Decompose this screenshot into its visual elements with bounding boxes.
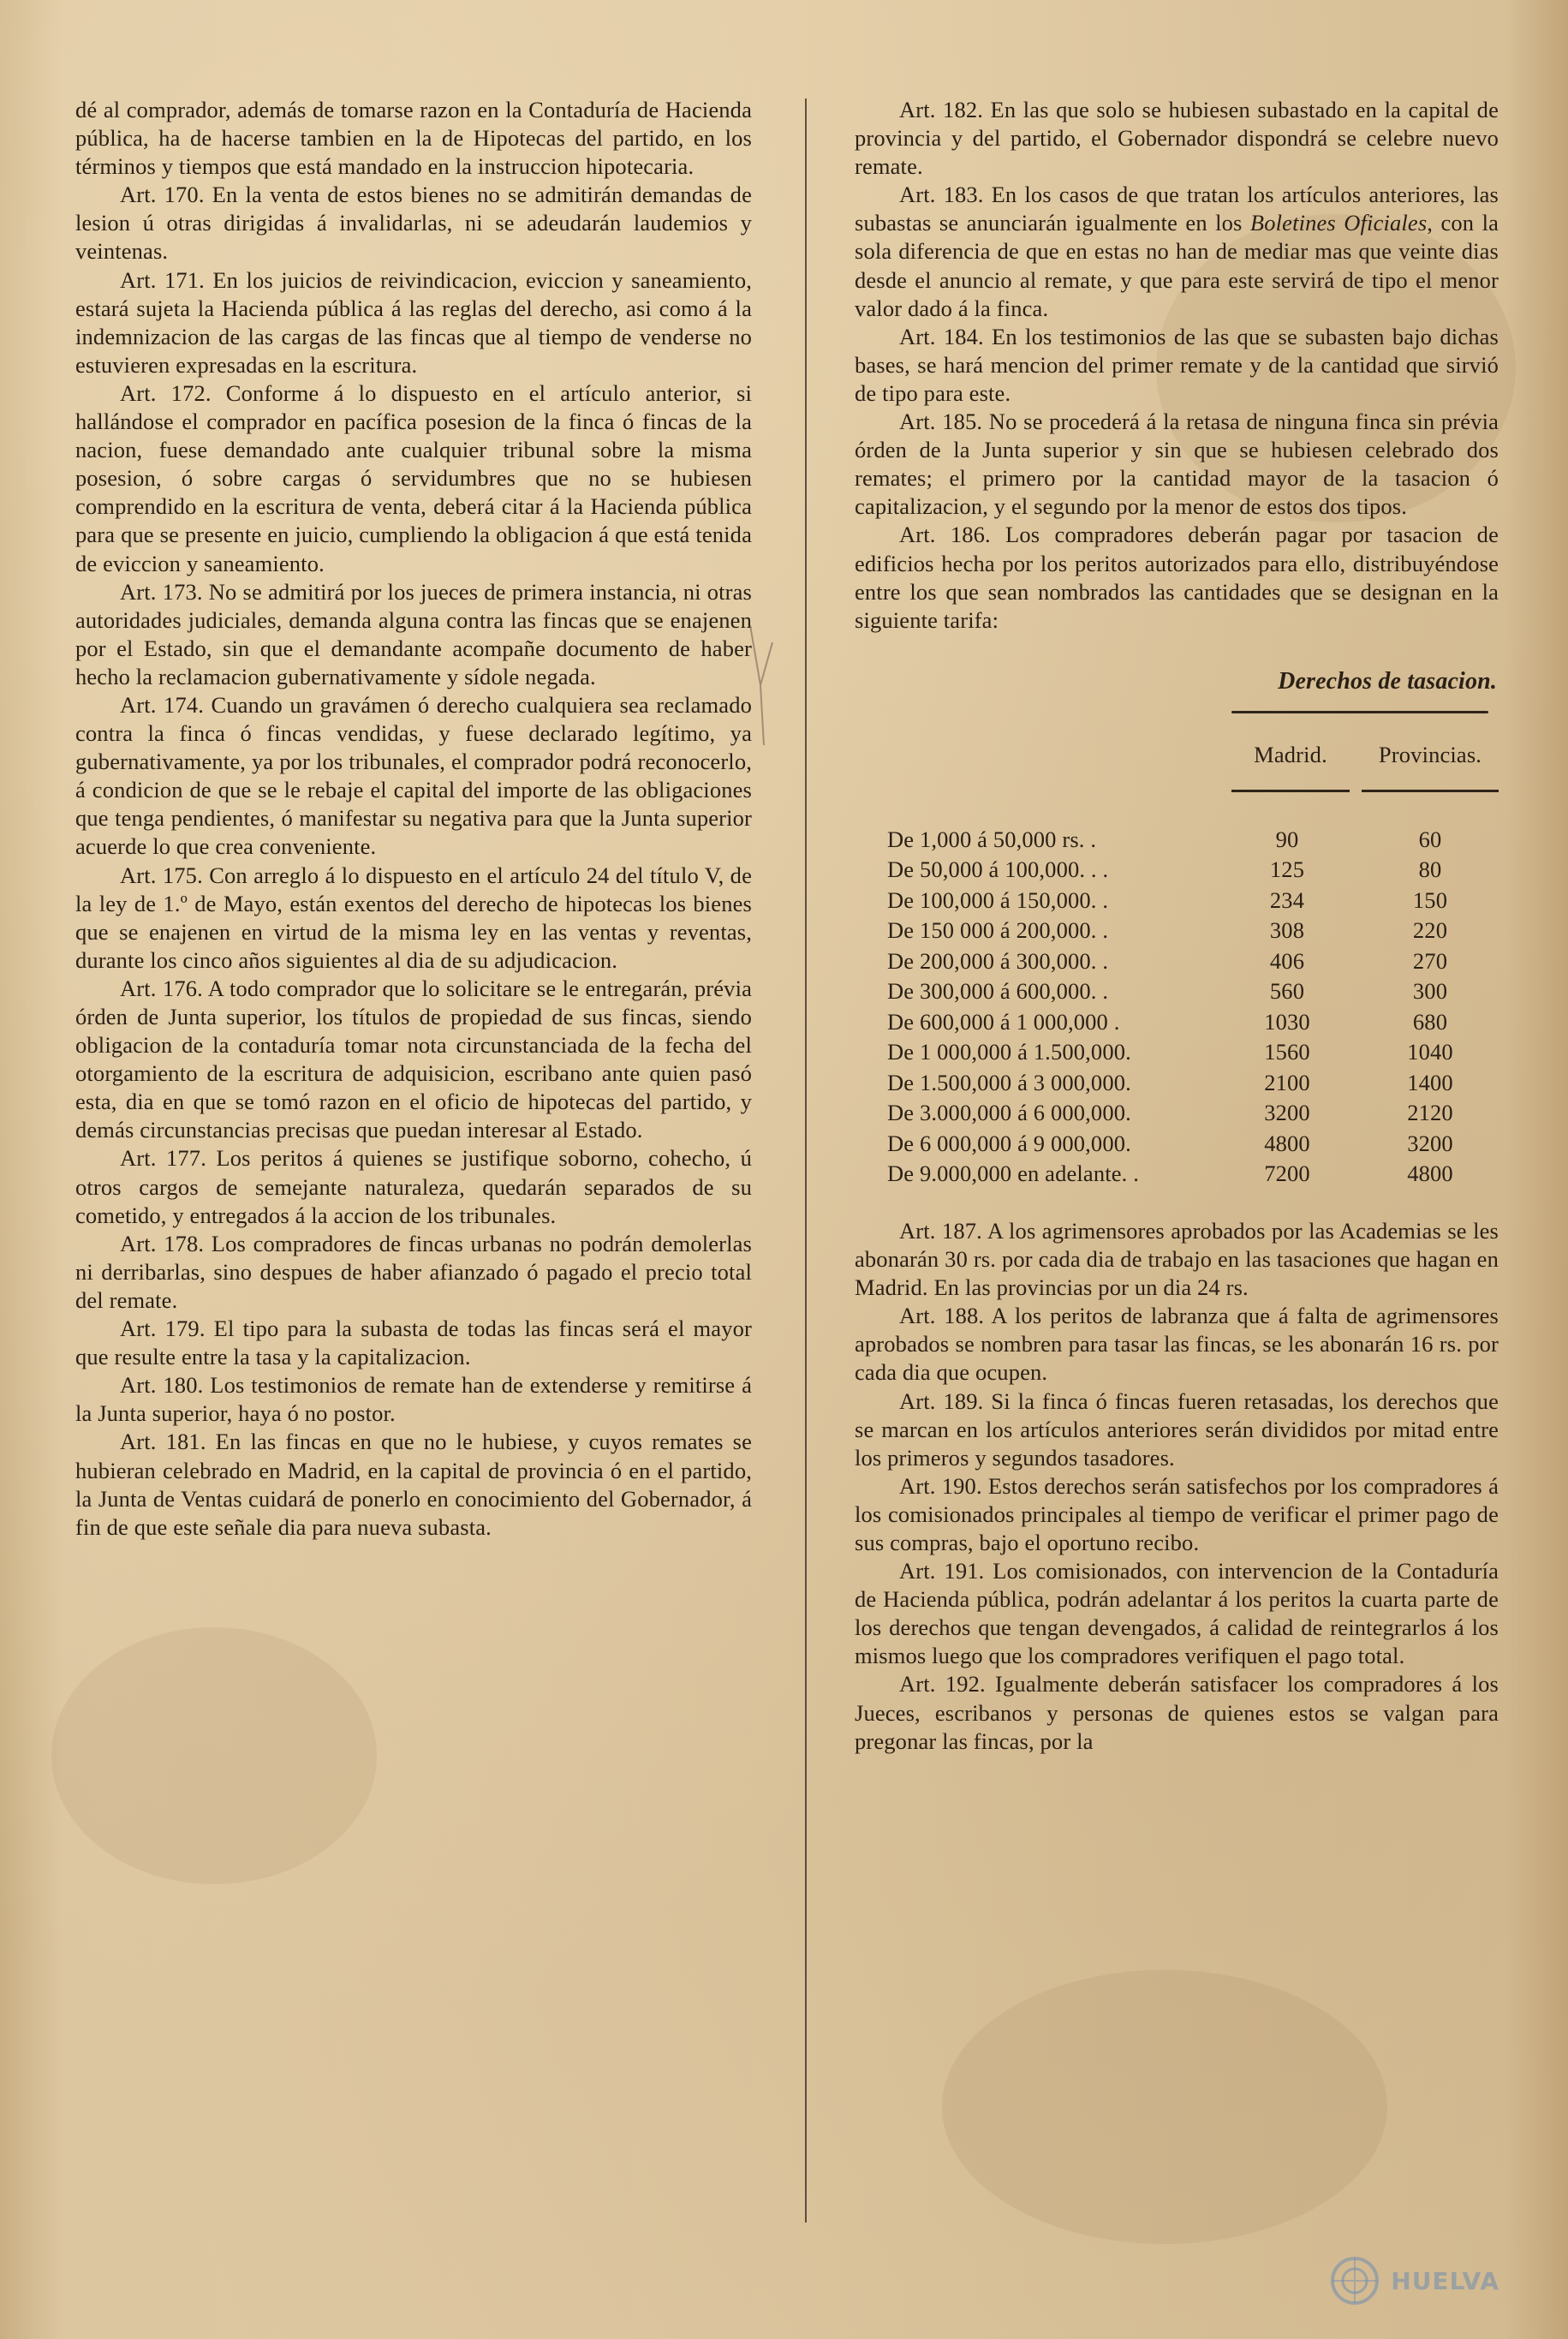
article-173: Art. 173. No se admitirá por los jueces de primera instancia, ni otras autoridades judiciales, demanda alguna contra las fincas que se enajenen por el Estado, sin que el demandante acompañe documento de haber hecho la reclamacion gubernativamente y sídole negada.	[75, 578, 752, 689]
archive-seal-icon	[1329, 2255, 1380, 2306]
paragraph: dé al comprador, además de tomarse razon en la Contaduría de Hacienda pública, ha de hacerse tambien en la de Hipotecas del partido, en los términos y tiempos que está mandado en la instruccion hipotecaria.	[75, 97, 752, 180]
table-row	[855, 855, 1499, 886]
cell-madrid: 234	[1269, 886, 1305, 913]
cell-madrid: 7200	[1264, 1161, 1310, 1187]
table-row	[855, 886, 1499, 916]
cell-provincias: 80	[1418, 856, 1442, 883]
tariff-title-rule	[1231, 711, 1488, 713]
right-column	[855, 96, 1499, 1756]
archive-watermark	[1329, 2255, 1499, 2306]
table-row	[855, 1129, 1499, 1160]
cell-provincias: 4800	[1407, 1161, 1453, 1187]
article-191: Art. 191. Los comisionados, con intervencion de la Contaduría de Hacienda pública, podrán adelantar á los peritos la cuarta parte de los derechos que tengan devengados, á calidad de reintegrarlos á los mismos luego que los compradores verifiquen el pago total.	[855, 1558, 1499, 1669]
article-182: Art. 182. En las que solo se hubiesen subastado en la capital de provincia y del partido, el Gobernador dispondrá se celebre nuevo remate.	[855, 97, 1499, 180]
article-185: Art. 185. No se procederá á la retasa de ninguna finca sin prévia órden de la Junta superior y sin que se hubiesen celebrado dos remates; el primero por la cantidad mayor de la tasacion ó capitalizacion, y el segundo por la menor de estos dos tipos.	[855, 409, 1499, 520]
cell-madrid: 90	[1275, 826, 1299, 852]
paper-stain	[942, 1970, 1387, 2244]
cell-range: De 150 000 á 200,000. .	[887, 917, 1109, 944]
cell-provincias: 300	[1412, 978, 1448, 1005]
table-row	[855, 946, 1499, 977]
cell-range: De 1,000 á 50,000 rs. .	[887, 826, 1097, 852]
cell-range: De 6 000,000 á 9 000,000.	[887, 1130, 1131, 1156]
cell-range: De 200,000 á 300,000. .	[887, 947, 1109, 974]
tariff-table-header	[855, 741, 1499, 792]
article-188: Art. 188. A los peritos de labranza que á falta de agrimensores aprobados se nombren para tasar las fincas, se les abonarán 16 rs. por cada dia que ocupen.	[855, 1303, 1499, 1386]
cell-range: De 300,000 á 600,000. .	[887, 978, 1109, 1005]
article-176: Art. 176. A todo comprador que lo solicitare se le entregarán, prévia órden de Junta superior, los títulos de propiedad de sus fincas, siendo obligacion de la contaduría tomar nota circunstanciada de la fecha del otorgamiento de la escritura de adquisicion, escribano ante quien pasó esta, dia en que se tomó razon en el oficio de hipotecas del partido, y demás circunstancias precisas que puedan interesar al Estado.	[75, 975, 752, 1143]
article-189: Art. 189. Si la finca ó fincas fueren retasadas, los derechos que se marcan en los artículos anteriores serán divididos por mitad entre los primeros y segundos tasadores.	[855, 1387, 1499, 1471]
cell-provincias: 60	[1418, 826, 1442, 852]
tariff-title: Derechos de tasacion.	[1278, 667, 1497, 695]
cell-provincias: 1040	[1407, 1039, 1453, 1065]
column-header-madrid: Madrid.	[1231, 741, 1350, 792]
italic-emphasis: Boletines Oficiales	[1249, 210, 1428, 236]
cell-range: De 50,000 á 100,000. . .	[887, 856, 1109, 883]
cell-range: De 1 000,000 á 1.500,000.	[887, 1039, 1131, 1065]
cell-madrid: 4800	[1264, 1130, 1310, 1156]
article-180: Art. 180. Los testimonios de remate han de extenderse y remitirse á la Junta superior, haya ó no postor.	[75, 1372, 752, 1427]
table-row	[855, 976, 1499, 1007]
article-175: Art. 175. Con arreglo á lo dispuesto en el artículo 24 del título V, de la ley de 1.º de Mayo, están exentos del derecho de hipotecas los bienes que se enajenen en virtud de la misma ley en las ventas y reventas, durante los cinco años siguientes al dia de su adjudicacion.	[75, 862, 752, 973]
article-183: Art. 183. En los casos de que tratan los artículos anteriores, las subastas se anunciarán igualmente en los Boletines Oficiales, con la sola diferencia de que en estas no han de mediar mas que veinte dias desde el anuncio al remate, y que para este servirá de tipo el menor valor dado á la finca.	[855, 182, 1499, 321]
cell-provincias: 2120	[1407, 1100, 1453, 1126]
cell-range: De 3.000,000 á 6 000,000.	[887, 1100, 1131, 1126]
article-179: Art. 179. El tipo para la subasta de todas las fincas será el mayor que resulte entre la tasa y la capitalizacion.	[75, 1316, 752, 1370]
left-column	[75, 96, 752, 1542]
column-header-provincias: Provincias.	[1362, 741, 1499, 792]
article-178: Art. 178. Los compradores de fincas urbanas no podrán demolerlas ni derribarlas, sino despues de haber afianzado ó pagado el precio total del remate.	[75, 1230, 752, 1313]
cell-provincias: 3200	[1407, 1130, 1453, 1156]
tariff-table-body	[855, 825, 1499, 1190]
paper-stain	[51, 1627, 377, 1884]
cell-provincias: 680	[1412, 1008, 1448, 1035]
cell-provincias: 150	[1412, 886, 1448, 913]
cell-madrid: 308	[1269, 917, 1305, 944]
column-divider	[805, 98, 807, 2223]
cell-provincias: 220	[1412, 917, 1448, 944]
cell-range: De 1.500,000 á 3 000,000.	[887, 1069, 1131, 1095]
article-186: Art. 186. Los compradores deberán pagar por tasacion de edificios hecha por los peritos autorizados para ello, distribuyéndose entre los que sean nombrados las cantidades que se designan en la siguiente tarifa:	[855, 522, 1499, 633]
article-177: Art. 177. Los peritos á quienes se justifique soborno, cohecho, ú otros cargos de semejante naturaleza, quedarán separados de su cometido, y entregados á la accion de los tribunales.	[75, 1145, 752, 1228]
tariff-table	[855, 741, 1499, 1190]
table-row	[855, 825, 1499, 856]
article-184: Art. 184. En los testimonios de las que se subasten bajo dichas bases, se hará mencion del primer remate y de la cantidad que sirvió de tipo para este.	[855, 323, 1499, 406]
table-row	[855, 1007, 1499, 1038]
cell-provincias: 1400	[1407, 1069, 1453, 1095]
article-172: Art. 172. Conforme á lo dispuesto en el artículo anterior, si hallándose el comprador en pacífica posesion de la finca ó fincas de la nacion, fuese demandado ante cualquier tribunal sobre la misma posesion, ó sobre cargas ó servidumbres que no se hubiesen comprendido en la escritura de venta, deberá citar á la Hacienda pública para que se presente en juicio, cumpliendo la obligacion á que está tenida de eviccion y saneamiento.	[75, 379, 752, 576]
article-174: Art. 174. Cuando un gravámen ó derecho cualquiera sea reclamado contra la finca ó fincas vendidas, y fuese declarado legítimo, ya gubernativamente, ya por los tribunales, el comprador podrá reconocerlo, á condicion de que se le rebaje el capital del importe de las obligaciones que tenga pendientes, ó manifestar su negativa para que la Junta superior acuerde lo que crea conveniente.	[75, 691, 752, 860]
article-171: Art. 171. En los juicios de reivindicacion, eviccion y saneamiento, estará sujeta la Hacienda pública á las reglas del derecho, asi como á la indemnizacion de las cargas de las fincas que al tiempo de venderse no estuvieren expresadas en la escritura.	[75, 266, 752, 378]
article-181: Art. 181. En las fincas en que no le hubiese, y cuyos remates se hubieran celebrado en Madrid, en la capital de provincia ó en el partido, la Junta de Ventas cuidará de ponerlo en conocimiento del Gobernador, á fin de que este señale dia para nueva subasta.	[75, 1429, 752, 1540]
table-row	[855, 1037, 1499, 1068]
cell-range: De 100,000 á 150,000. .	[887, 886, 1109, 913]
article-170: Art. 170. En la venta de estos bienes no se admitirán demandas de lesion ú otras dirigidas á invalidarlas, ni se adeudarán laudemios y veintenas.	[75, 182, 752, 265]
cell-range: De 600,000 á 1 000,000 .	[887, 1008, 1120, 1035]
article-190: Art. 190. Estos derechos serán satisfechos por los compradores á los comisionados principales al tiempo de verificar el primer pago de sus compras, bajo el oportuno recibo.	[855, 1472, 1499, 1555]
watermark-text: HUELVA	[1391, 2266, 1499, 2295]
table-row	[855, 1068, 1499, 1099]
article-192: Art. 192. Igualmente deberán satisfacer los compradores á los Jueces, escribanos y personas de quienes estos se valgan para pregonar las fincas, por la	[855, 1671, 1499, 1754]
cell-madrid: 1030	[1264, 1008, 1310, 1035]
cell-madrid: 3200	[1264, 1100, 1310, 1126]
table-row	[855, 1098, 1499, 1129]
cell-madrid: 406	[1269, 947, 1305, 974]
cell-madrid: 125	[1269, 856, 1305, 883]
article-187: Art. 187. A los agrimensores aprobados por las Academias se les abonarán 30 rs. por cada dia de trabajo en las tasaciones que hagan en Madrid. En las provincias por un dia 24 rs.	[855, 1217, 1499, 1301]
articles-after-table	[855, 1217, 1499, 1756]
cell-madrid: 2100	[1264, 1069, 1310, 1095]
cell-provincias: 270	[1412, 947, 1448, 974]
cell-madrid: 560	[1269, 978, 1305, 1005]
table-row	[855, 916, 1499, 946]
table-row	[855, 1159, 1499, 1190]
cell-range: De 9.000,000 en adelante. .	[887, 1161, 1139, 1187]
cell-madrid: 1560	[1264, 1039, 1310, 1065]
